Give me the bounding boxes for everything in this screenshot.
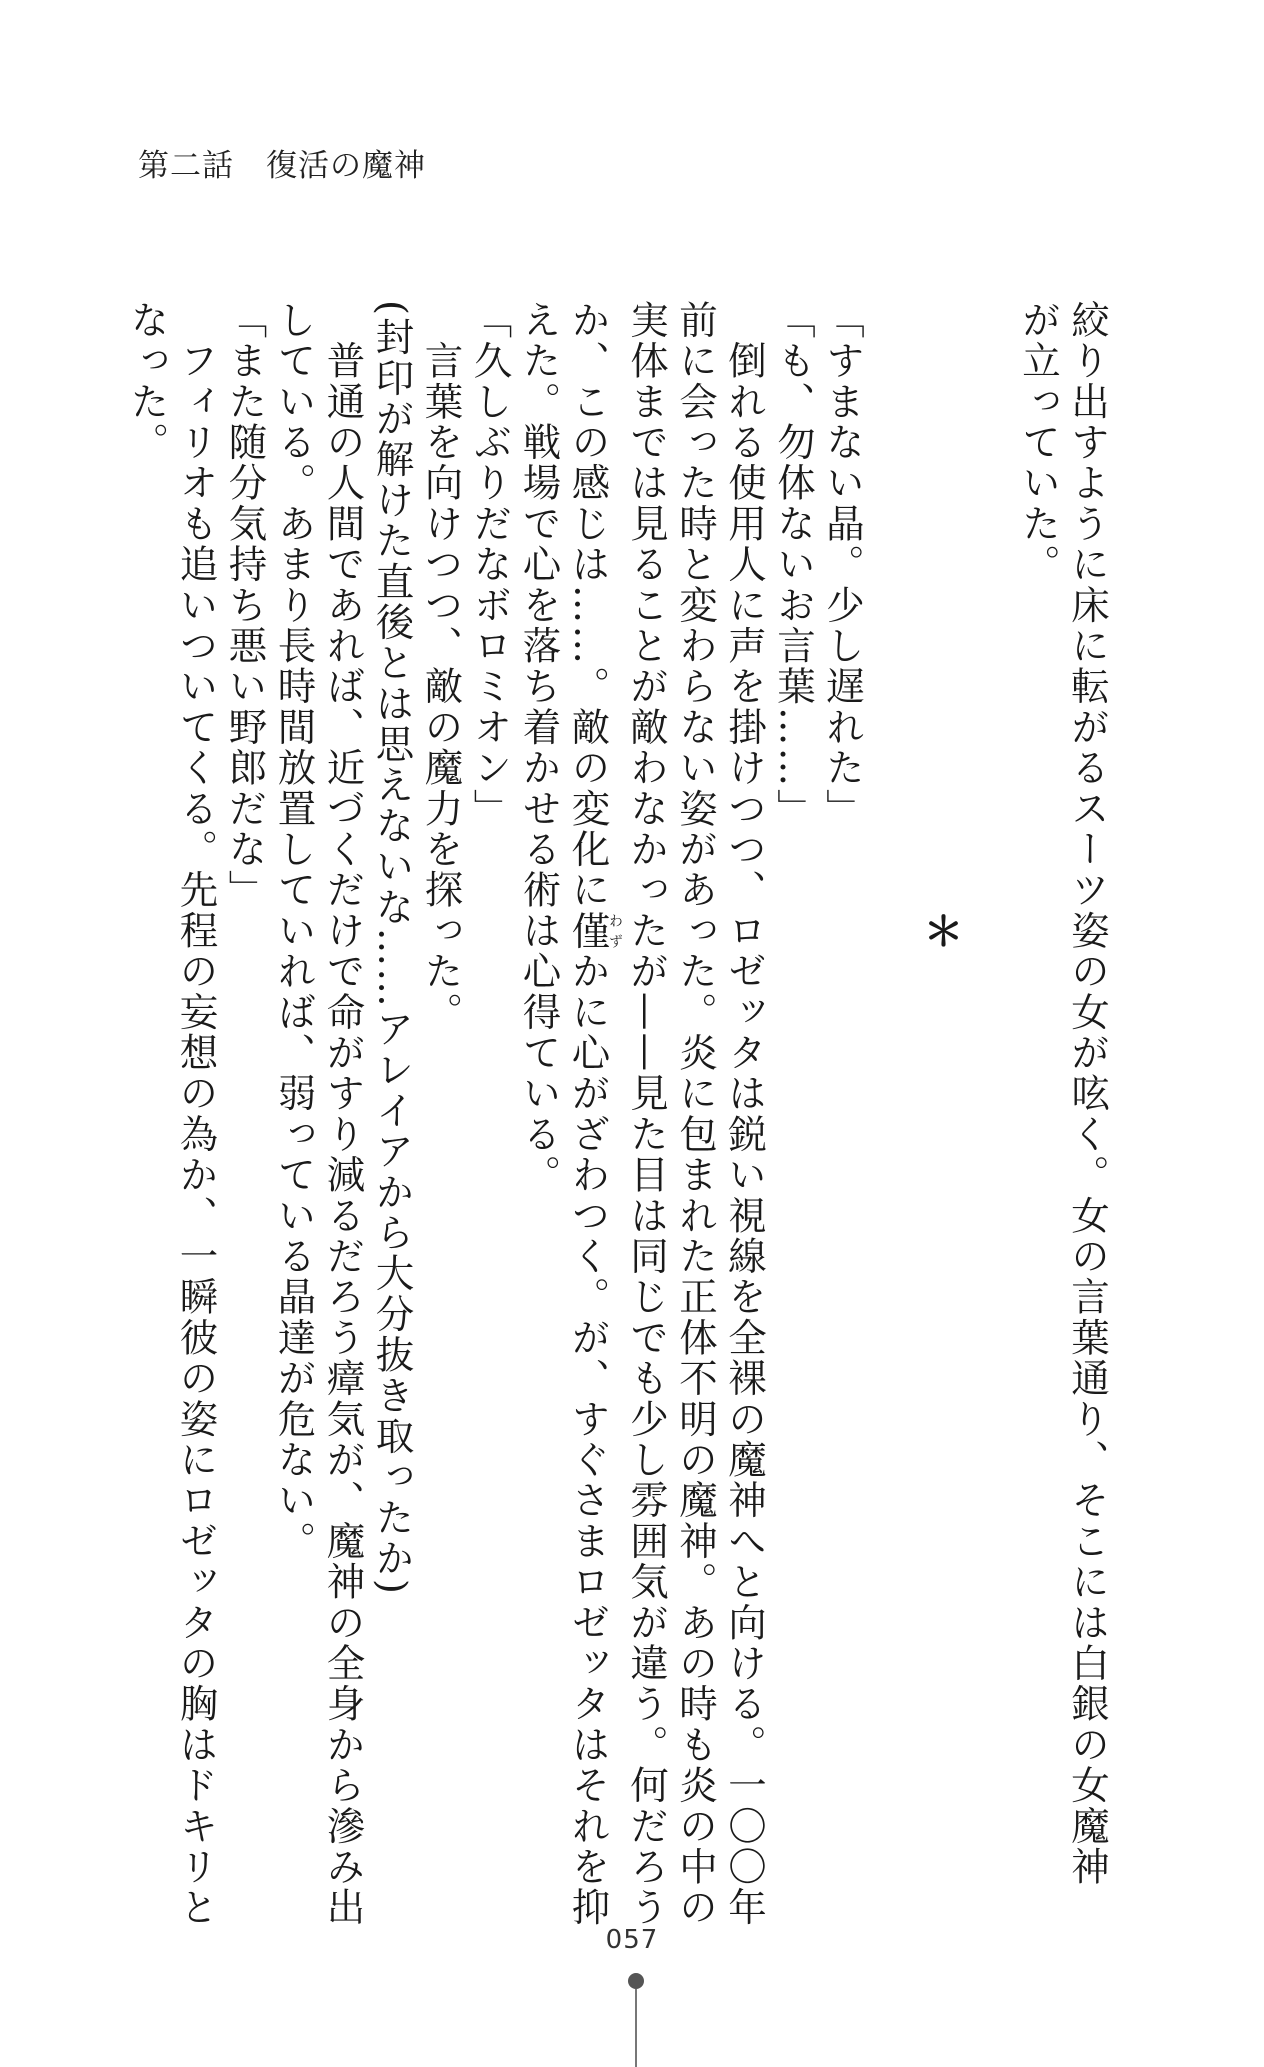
page-marker-dot <box>628 1973 644 1989</box>
dialogue-line: 「また随分気持ち悪い野郎だな」 <box>222 300 268 911</box>
text-line: 実体までは見ることが敵わなかったが——見た目は同じでも少し雰囲気が違う。何だろう <box>624 300 669 1928</box>
blank-line <box>965 300 1014 1720</box>
blank-line <box>867 300 916 1720</box>
text-line: なった。 <box>124 300 170 463</box>
dialogue-line: 「すまない晶。少し遅れた」 <box>820 300 865 830</box>
page-marker-line <box>635 1989 637 2067</box>
text-line: が立っていた。 <box>1016 300 1061 585</box>
text-line: 普通の人間であれば、近づくだけで命がすり減るだろう瘴気が、魔神の全身から滲み出 <box>320 300 366 1928</box>
text-line: 絞り出すように床に転がるスーツ姿の女が呟く。女の言葉通り、そこには白銀の女魔神 <box>1065 300 1110 1888</box>
dialogue-line: 「久しぶりだなボロミオン」 <box>467 300 513 830</box>
dialogue-line: 「も、勿体ないお言葉……」 <box>771 300 816 830</box>
body-text <box>112 300 1112 1929</box>
ruby-reading: わず <box>607 910 623 952</box>
chapter-title: 第二話 復活の魔神 <box>138 148 426 184</box>
text-line: している。あまり長時間放置していれば、弱っている晶達が危ない。 <box>271 300 317 1562</box>
page-number: 057 <box>605 1925 659 1955</box>
text-line: 倒れる使用人に声を掛けつつ、ロゼッタは鋭い視線を全裸の魔神へと向ける。一〇〇年 <box>722 300 767 1928</box>
ruby-annotation <box>565 910 623 952</box>
ruby-base: 僅 <box>565 910 611 952</box>
text-line-with-ruby <box>564 300 623 1929</box>
thought-line: (封印が解けた直後とは思えないな……アレイアから大分抜き取ったか) <box>369 300 415 1597</box>
text-line: フィリオも追いついてくる。先程の妄想の為か、一瞬彼の姿にロゼッタの胸はドキリと <box>173 300 219 1928</box>
scene-separator: ＊ <box>917 910 964 953</box>
text-fragment: か、この感じは……。敵の変化に <box>565 300 611 911</box>
text-line: 前に会った時と変わらない姿があった。炎に包まれた正体不明の魔神。あの時も炎の中の <box>673 300 718 1928</box>
text-fragment: かに心がざわつく。が、すぐさまロゼッタはそれを抑 <box>565 951 611 1929</box>
text-line: 言葉を向けつつ、敵の魔力を探った。 <box>418 300 464 1033</box>
text-line: えた。戦場で心を落ち着かせる術は心得ている。 <box>516 300 562 1196</box>
